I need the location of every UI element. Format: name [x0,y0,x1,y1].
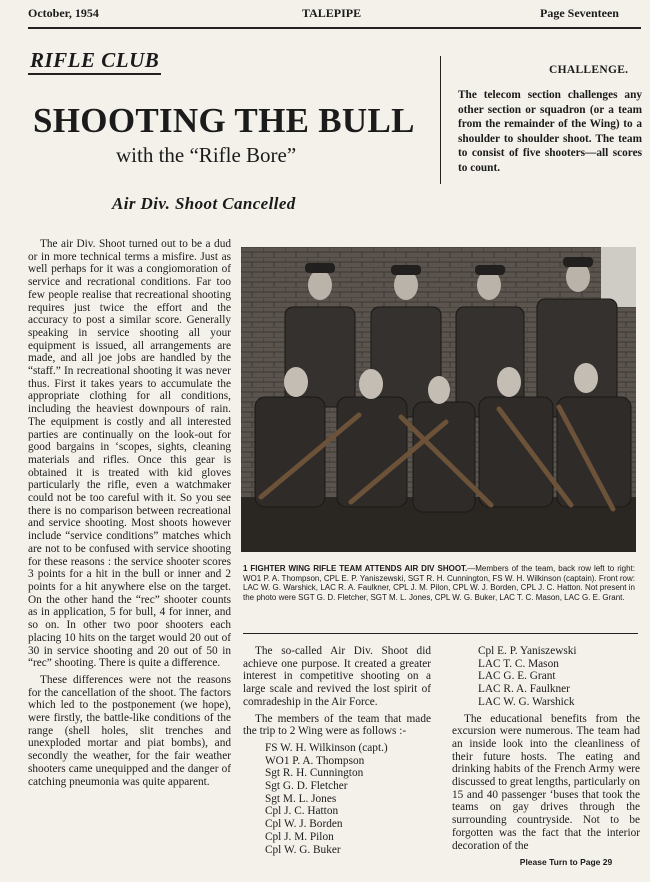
team-photo-illustration [241,247,636,552]
roster-item: Cpl E. P. Yaniszewski [478,645,577,657]
roster-item: Cpl W. G. Buker [265,843,341,856]
photo-caption [243,564,635,602]
paragraph: These differences were not the reasons for the cancellation of the shoot. The factors which led to the postponement (we hope), were firstly, the battle-like conditions of the range (shell holes, slit trenches and unexploded mortar and piat bombs), and secondly the weather, for the fair weather shooters came unequipped and the danger of catching pneumonia was quite apparent. [28,673,231,788]
header-publication: TALEPIPE [302,6,362,20]
roster-item: Sgt G. D. Fletcher [265,780,348,793]
body-column-right [452,645,640,869]
roster-item: Sgt M. L. Jones [265,792,337,805]
roster-item: Cpl J. C. Hatton [265,805,339,818]
roster-item: Cpl J. M. Pilon [265,830,334,843]
caption-rule [243,633,638,634]
article-title: Air Div. Shoot Cancelled [112,194,296,213]
team-roster [265,742,431,856]
headline-subtitle: with the “Rifle Bore” [116,143,297,167]
challenge-text: The telecom section challenges any other section or squadron (or a team from the remainder of the Wing) to a shoulder to shoulder shoot. The team to consist of five shooters—all scores to count. [458,89,642,174]
roster-item: LAC G. E. Grant [478,670,556,683]
paragraph: The members of the team that made the trip to 2 Wing were as follows :- [243,712,431,738]
body-column-middle [243,645,431,856]
header-page-number: Page Seventeen [540,6,619,20]
header-date: October, 1954 [28,6,99,20]
paragraph: The educational benefits from the excursion were numerous. The team had an inside look into the cleanliness of their future hosts. The eating and drinking habits of the French Army were discussed to great lengths, particularly on 15 and 40 passenger ‘buses that took the teams on gay drives through the surrounding countryside. Not to be forgotten was the fact that the interior decoration of the [452,712,640,852]
roster-item: Sgt R. H. Cunnington [265,767,364,780]
caption-headline: 1 FIGHTER WING RIFLE TEAM ATTENDS AIR DIV SHOOT. [243,564,468,573]
body-column-left [28,238,231,792]
continued-note: Please Turn to Page 29 [519,857,613,868]
roster-item: LAC T. C. Mason [478,657,559,670]
paragraph: The so-called Air Div. Shoot did achieve one purpose. It created a greater interest in competitive shooting on a large scale and revived the lost spirit of comradeship in the Air Force. [243,645,431,708]
roster-item: Cpl W. J. Borden [265,818,343,831]
column-divider [440,56,441,184]
roster-item: FS W. H. Wilkinson (capt.) [265,741,388,754]
roster-item: WO1 P. A. Thompson [265,754,365,767]
team-photo [241,247,636,552]
header-rule [28,27,641,29]
paragraph: The air Div. Shoot turned out to be a dud or in more technical terms a misfire. Just as well perhaps for it was a congiomoration of service and recrational conditions. Far too few people realise that recreational shooting requires just twice the effort and the accuracy to post a similar score. Generally speaking in service shooting all your equipment is issued, all arrangements are made, and all joe jobs are handled by the “staff.” In recreational shooting it was never thus. First it takes years to accumulate the appropriate clothing for all conditions, including the heaviest downpours of rain. The equipment is costly and all interested parties are continually on the look-out for good bargains in ‘scopes, sights, cleaning materials and rifles. Once this gear is obtained it is treated with kid gloves particularly the rifle, even a watchmaker could not be too careful with it. So you see there is no comparison between recreational and service shooting. Most shoots however include “service conditions” matches which are not to be confused with service shooting for these reasons : the service shooter scores 3 points for a hit in the bull or inner and 2 points for a hit anywhere else on the target. On the other hand the “rec” shooter counts as in application, 5 for bull, 4 for inner, and so on. In other two poor shooters each placing 10 hits on the target would 20 out of 30 in service shooting and 20 out of 50 in “rec” shooting. There is quite a difference. [28,238,231,670]
challenge-title: CHALLENGE. [549,64,629,76]
section-title: RIFLE CLUB [28,48,161,75]
headline: SHOOTING THE BULL [33,101,415,140]
roster-item: LAC W. G. Warshick [478,695,575,708]
team-roster-continued [478,645,640,709]
caption-text: —Members of the team, back row left to right: WO1 P. A. Thompson, CPL E. P. Yaniszewski, SGT R. H. Cunnington, FS W. H. Wilkinson (captain). Front row: LAC W. G. Warshick, LAC R. A. Faulkner, CPL J. M. Pilon, CPL W. J. Borden, CPL J. C. Hatton. Not present in the photo were SGT G. D. Fletcher, SGT M. L. Jones, CPL W. G. Buker, LAC T. C. Mason, LAC G. E. Grant. [243,564,635,602]
roster-item: LAC R. A. Faulkner [478,683,570,696]
